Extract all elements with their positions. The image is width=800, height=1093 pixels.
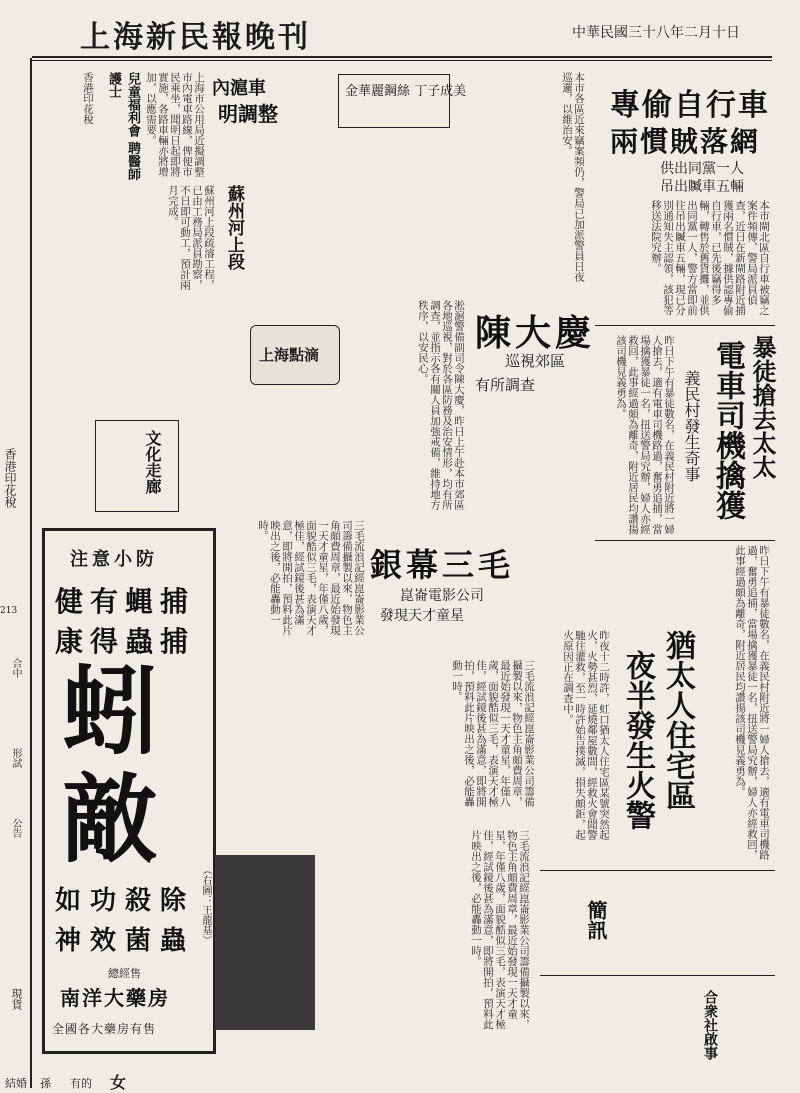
tone-body: 上海市公用局近擬調整市內電車路線，俾便市民乘坐，聞明日起即將實施，各路車輛亦將增加，以應需要。 xyxy=(145,72,205,177)
culture-title: 文化走廊 xyxy=(143,430,162,494)
ad-row2-3: 得 xyxy=(90,625,119,658)
left-strip-label-2: 合中 xyxy=(10,658,21,678)
ad-bottom: 全國各大藥房有售 xyxy=(52,1022,157,1036)
chen-headline: 陳大慶 xyxy=(475,312,596,354)
ad-pair2-b: 菌 xyxy=(125,926,152,956)
film-body-bottom: 三毛流浪記經崑崙影業公司籌備攝製以來，物色主角頗費周章，最近始發現一天才童星，年僅八歲，面貌酷似三毛，表演天才極佳，經試鏡後甚為滿意，即將開拍，預料此片映出之後，必能轟動一時。 xyxy=(470,830,530,1030)
tone-title: 內滬車 xyxy=(212,78,266,99)
shanghai-badge-text: 上海點滴 xyxy=(259,346,320,364)
left-strip-label-4: 公告 xyxy=(10,818,21,838)
bottom-left-d: 女 xyxy=(110,1073,127,1092)
left-strip-label-5: 現貨 xyxy=(10,988,23,1010)
jewish-body: 昨夜十二時許，虹口猶太人住宅區某號突然起火，火勢甚烈，延燒鄰屋數間，經救火會聞警馳往灌救，至一時許始告撲滅，損失頗鉅，起火原因正在調查中。 xyxy=(562,630,610,840)
left-strip xyxy=(0,58,30,1093)
hk-text: 香港印花稅 xyxy=(82,72,94,125)
tone-title-2: 明調整 xyxy=(218,102,278,126)
film-caption: （右圖：王龍基） xyxy=(200,865,211,945)
bike-body: 本市閘北區自行車被竊之案件頻傳，警局派員偵查，近日在新閘路附近捕獲兩名慣賊，據供認專偷自行車，已先後竊得多輛，轉售於舊貨攤，並供出同黨一人，警方當即前往吊出贓車五輛，現已分別通知失主認領，該犯等移送法院究辦。 xyxy=(650,200,770,316)
ad-row2-1: 捕 xyxy=(160,625,189,658)
ad-pair3-b: 效 xyxy=(90,926,117,956)
film-photo xyxy=(215,855,315,1030)
masthead-date: 中華民國三十八年二月十日 xyxy=(572,25,740,41)
ad-pair4-b: 神 xyxy=(55,926,82,956)
left-strip-number: 213 xyxy=(0,606,18,616)
river-body: 蘇州河上段疏濬工程，已由工務局派員勘察，不日即可動工，預計兩月完成。 xyxy=(167,185,215,290)
left-strip-label-3: 形試 xyxy=(10,748,21,768)
jewish-headline: 猶太人住宅區 xyxy=(660,630,695,810)
bike-sub-2: 吊出贓車五輛 xyxy=(660,179,744,195)
ad-pair1-a: 除 xyxy=(160,886,187,916)
film-sub-2: 發現天才童星 xyxy=(380,608,464,624)
brief-divider xyxy=(540,870,775,871)
bike-headline: 專偷自行車 xyxy=(610,88,770,123)
left-strip-label-1: 香港印花稅 xyxy=(3,448,17,508)
left-strip-divider xyxy=(30,58,32,1088)
rescue-title: 兒童福利會 聘醫師護士 xyxy=(106,72,140,181)
ad-row2-2: 蟲 xyxy=(125,625,154,658)
masthead xyxy=(0,0,800,58)
ad-brand-2: 敵 xyxy=(62,763,158,876)
ad-row2-4: 康 xyxy=(55,625,84,658)
ad-seller-pre: 總經售 xyxy=(108,967,141,980)
bottom-left-a: 結婚 xyxy=(5,1077,27,1090)
film-sub-1: 崑崙電影公司 xyxy=(400,588,484,604)
ad-row1-4: 健 xyxy=(55,585,84,618)
masthead-rule-thin xyxy=(32,60,772,61)
ad-row1-2: 蝿 xyxy=(125,585,154,618)
ad-seller: 南洋大藥房 xyxy=(60,986,170,1010)
tram-body-lower: 昨日下午有暴徒數名，在義民村附近將一婦人搶去，適有電車司機路過，奮勇追捕，當場擒獲暴徒一名，扭送警局究辦，婦人亦經救回，此事經過頗為離奇，附近居民均讚揚該司機見義勇為。 xyxy=(734,545,770,860)
bike-divider xyxy=(595,325,775,326)
tram-divider xyxy=(595,540,775,541)
bike-sub-1: 供出同黨一人 xyxy=(660,161,744,177)
chen-sub-1: 巡視郊區 xyxy=(505,352,566,370)
bottom-left-c: 有的 xyxy=(70,1077,92,1090)
chen-sub-2: 有所調查 xyxy=(475,376,536,394)
ad-row1-1: 捕 xyxy=(160,585,189,618)
tram-body: 昨日下午有暴徒數名，在義民村附近將一婦人搶去，適有電車司機路過，奮勇追捕，當場擒獲暴徒一名，扭送警局究辦，婦人亦經救回，此事經過頗為離奇，附近居民均讚揚該司機見義勇為。 xyxy=(615,335,675,535)
film-headline: 銀幕三毛 xyxy=(370,546,515,584)
notice-title: 合衆社啟事 xyxy=(702,990,718,1060)
film-body: 三毛流浪記經崑崙影業公司籌備攝製以來，物色主角頗費周章，最近始發現一天才童星，年僅八歲，面貌酷似三毛，表演天才極佳，經試鏡後甚為滿意，即將開拍，預料此片映出之後，必能轟動一時。 xyxy=(257,520,365,636)
chen-body: 淞滬警備副司令陳大慶，昨日上午赴本市郊區各地巡視，對於各區防務及治安情形，均有所調查，並指示各有關人員加強戒備，維持地方秩序，以安民心。 xyxy=(417,300,465,510)
jewish-headline-2: 夜半發生火警 xyxy=(620,650,655,830)
ad-pair1-b: 蟲 xyxy=(160,926,187,956)
tram-headline-2: 電車司機擒獲 xyxy=(710,340,745,520)
ad-pair2-a: 殺 xyxy=(125,886,152,916)
tram-headline: 暴徒搶去太太 xyxy=(748,335,777,479)
ad-brand: 蚓 xyxy=(62,655,158,768)
ad-row1-3: 有 xyxy=(90,585,119,618)
film-body-lower: 三毛流浪記經崑崙影業公司籌備攝製以來，物色主角頗費周章，最近始發現一天才童星，年僅八歲，面貌酷似三毛，表演天才極佳，經試鏡後甚為滿意，即將開拍，預料此片映出之後，必能轟動一時。 xyxy=(451,660,535,807)
shanghai-badge xyxy=(250,325,340,385)
tall1-body: 本市各區近來竊案頻仍，警局已加派警員日夜巡邏，以維治安。 xyxy=(561,72,585,282)
ad-top: 注意小防 xyxy=(70,549,158,570)
ad-pair3-a: 功 xyxy=(90,886,117,916)
ad-pair4-a: 如 xyxy=(55,886,82,916)
upper-col-box xyxy=(338,74,450,128)
tram-sub: 義民村發生奇事 xyxy=(682,370,701,482)
masthead-title: 上海新民報晚刊 xyxy=(80,20,311,55)
upper-col-title: 金華麗鋼絲 丁子成美 xyxy=(345,84,467,99)
brief-title: 簡訊 xyxy=(584,900,608,940)
bike-headline-2: 兩慣賊落網 xyxy=(610,125,761,158)
notice-divider xyxy=(540,975,775,976)
masthead-rule xyxy=(32,56,772,58)
river-title: 蘇州河上段 xyxy=(224,185,244,270)
bottom-left-b: 孫 xyxy=(40,1077,51,1090)
